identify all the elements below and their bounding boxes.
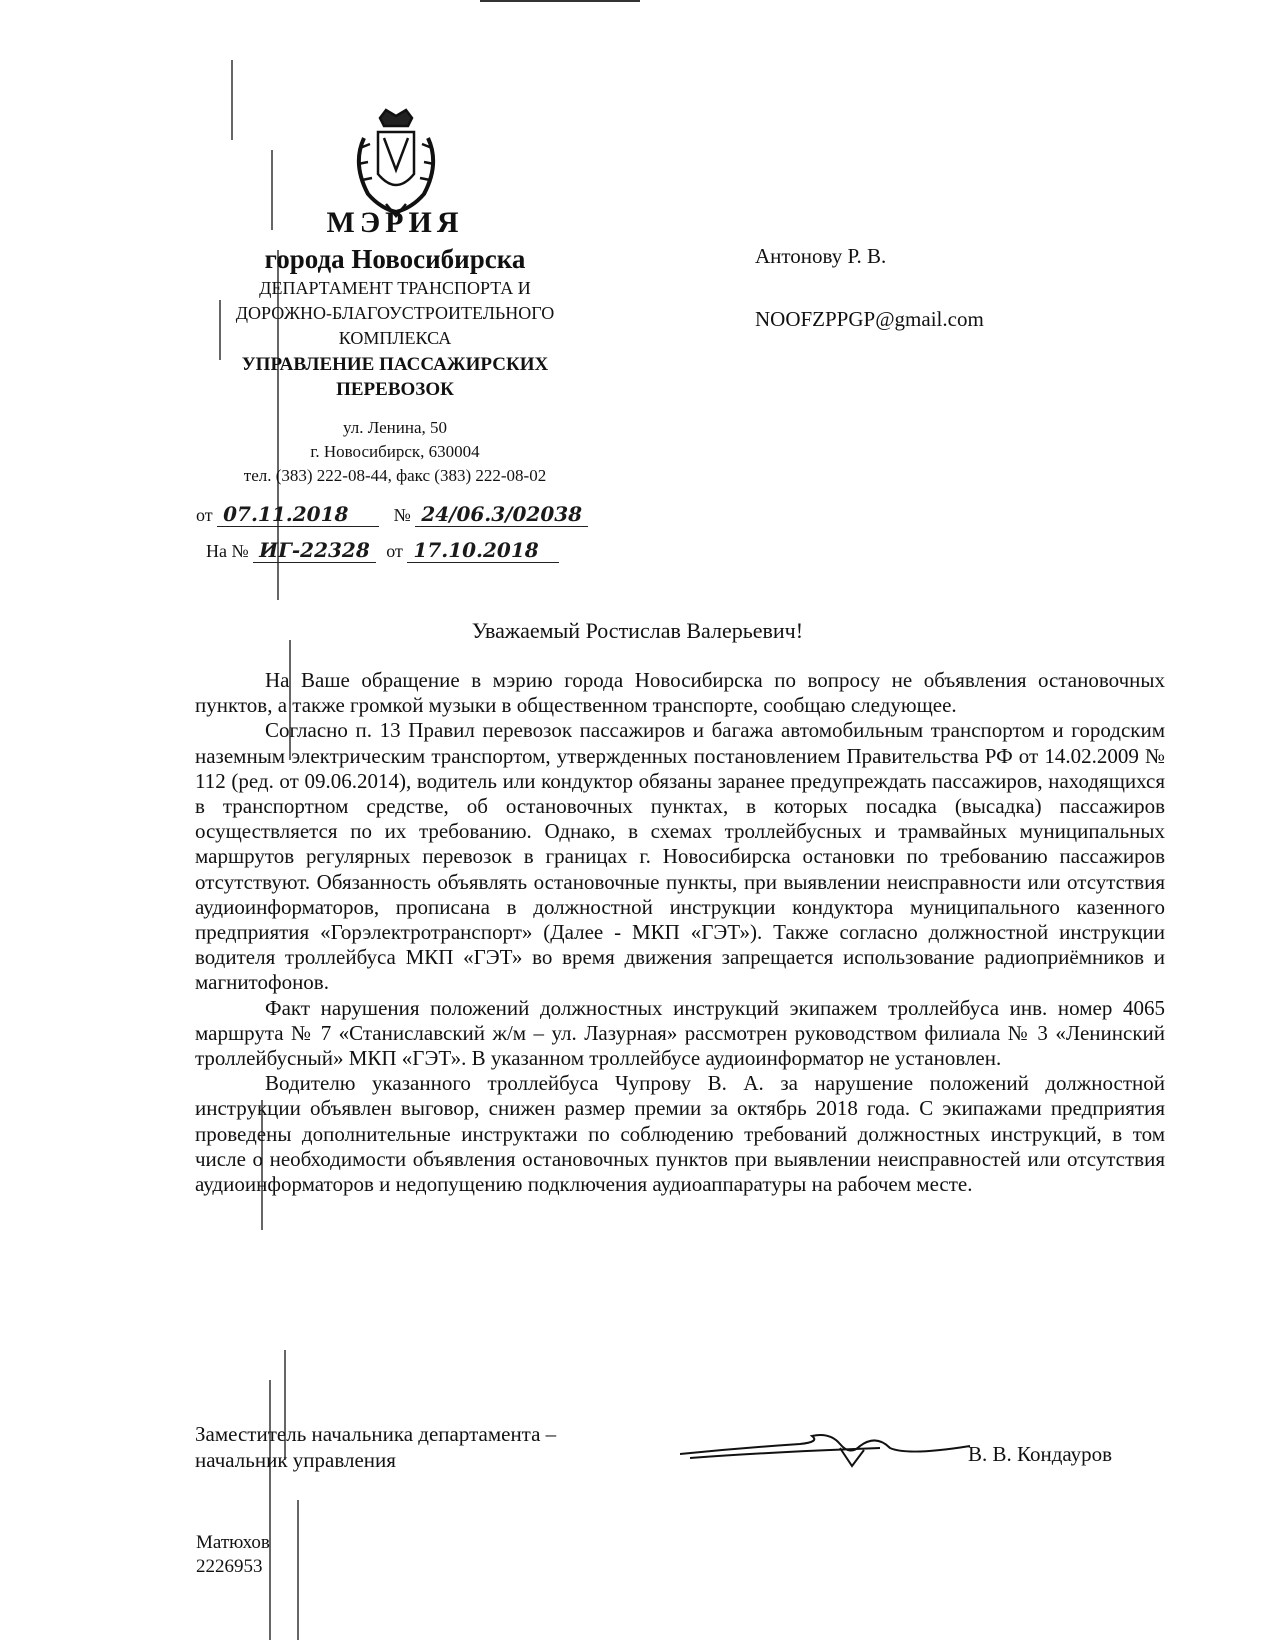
from-label: от (196, 505, 213, 525)
body-paragraph: На Ваше обращение в мэрию города Новосибирска по вопросу не объявления остановочных пунктов, а также громкой музыки в общественном транспорте, сообщаю следующее. (195, 668, 1165, 718)
handwritten-signature (680, 1418, 980, 1478)
department-line: КОМПЛЕКСА (338, 328, 452, 348)
address-line: г. Новосибирск, 630004 (310, 442, 480, 461)
management-line: УПРАВЛЕНИЕ ПАССАЖИРСКИХ (241, 354, 549, 375)
signer-position: Заместитель начальника департамента – (195, 1422, 557, 1446)
greeting: Уважаемый Ростислав Валерьевич! (471, 618, 804, 643)
header-city: города Новосибирска (264, 244, 526, 274)
outgoing-registration (196, 502, 588, 527)
recipient-email: NOOFZPPGP@gmail.com (755, 307, 984, 331)
outgoing-number: 24/06.3/02038 (415, 502, 588, 527)
reply-label: На № (206, 541, 249, 561)
executor-phone: 2226953 (196, 1556, 263, 1577)
reply-number: ИГ-22328 (253, 538, 376, 563)
reply-registration (206, 538, 559, 563)
address-line: ул. Ленина, 50 (342, 418, 448, 437)
contact-line: тел. (383) 222-08-44, факс (383) 222-08-02 (243, 466, 547, 485)
body-paragraph: Водителю указанного троллейбуса Чупрову В. А. за нарушение положений должностной инструкции объявлен выговор, снижен размер премии за октябрь 2018 года. С экипажами предприятия проведены дополнительные инструктажи по соблюдению требований должностных инструкций, в том числе о необходимости объявления остановочных пунктов при выявлении неисправностей или отсутствия аудиоинформаторов и недопущению подключения аудиоаппаратуры на рабочем месте. (195, 1071, 1165, 1197)
reply-from-label: от (386, 541, 403, 561)
management-line: ПЕРЕВОЗОК (336, 379, 454, 400)
department-line: ДОРОЖНО-БЛАГОУСТРОИТЕЛЬНОГО (235, 303, 555, 323)
city-coat-of-arms-icon (350, 108, 442, 218)
body-paragraph: Факт нарушения положений должностных инструкций экипажем троллейбуса инв. номер 4065 маршрута № 7 «Станиславский ж/м – ул. Лазурная» рассмотрен руководством филиала № 3 «Ленинский троллейбусный» МКП «ГЭТ». В указанном троллейбусе аудиоинформатор не установлен. (195, 995, 1165, 1071)
reply-date: 17.10.2018 (407, 538, 559, 563)
header-title: МЭРИЯ (326, 206, 464, 239)
executor-name: Матюхов (196, 1532, 270, 1553)
outgoing-date: 07.11.2018 (217, 502, 379, 527)
recipient-name: Антонову Р. В. (755, 244, 887, 268)
letter-body (195, 668, 1165, 1197)
signer-name: В. В. Кондауров (968, 1442, 1113, 1466)
department-line: ДЕПАРТАМЕНТ ТРАНСПОРТА И (259, 278, 531, 298)
body-paragraph: Согласно п. 13 Правил перевозок пассажиров и багажа автомобильным транспортом и городским наземным электрическим транспортом, утвержденных постановлением Правительства РФ от 14.02.2009 № 112 (ред. от 09.06.2014), водитель или кондуктор обязаны заранее предупреждать пассажиров, находящихся в транспортном средстве, об остановочных пунктах, в которых посадка (высадка) пассажиров осуществляется по их требованию. Однако, в схемах троллейбусных и трамвайных муниципальных маршрутов регулярных перевозок в границах г. Новосибирска остановки по требованию пассажиров отсутствуют. Обязанность объявлять остановочные пункты, при выявлении неисправности или отсутствия аудиоинформаторов, прописана в должностной инструкции кондуктора муниципального казенного предприятия «Горэлектротранспорт» (Далее - МКП «ГЭТ»). Также согласно должностной инструкции водителя троллейбуса МКП «ГЭТ» во время движения запрещается использование радиоприёмников и магнитофонов. (195, 718, 1165, 995)
signer-position: начальник управления (195, 1448, 396, 1472)
number-label: № (393, 505, 411, 525)
